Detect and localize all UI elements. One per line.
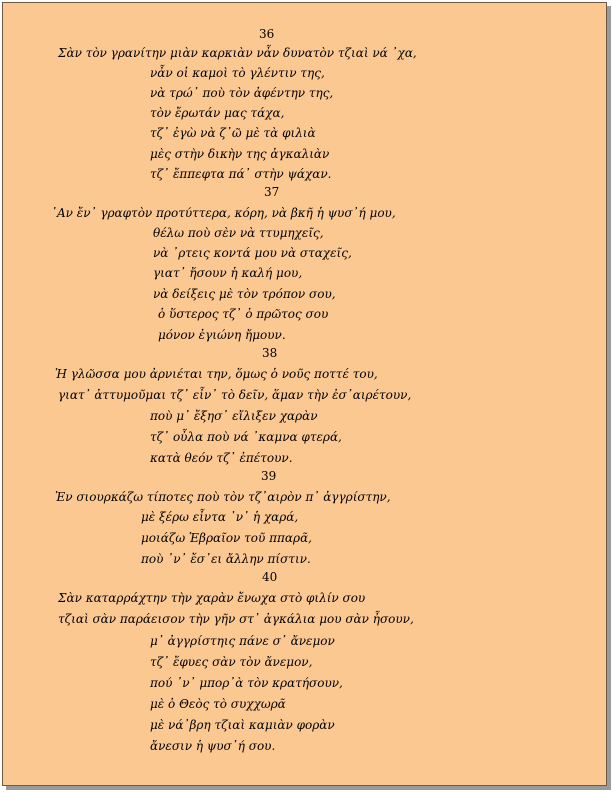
poem-line: μὲ νά᾿βρη τζιαὶ καμιὰν φορὰν (150, 718, 335, 732)
poem-number: 36 (259, 27, 275, 41)
poem-line: γιατ᾿ ἤσουν ἡ καλή μου, (153, 266, 303, 280)
poem-line: ἄνεσιν ἡ ψυσ᾿ή σου. (150, 739, 276, 753)
poem-line: Ἡ γλῶσσα μου ἀρνιέται την, ὅμως ὁ νοῦς ποττέ του, (55, 367, 378, 381)
poem-line: νὰ ᾿ρτεις κοντά μου νὰ σταχεῖς, (153, 246, 352, 260)
poem-line: νὰ τρώ᾿ ποὺ τὸν ἀφέντην της, (150, 86, 334, 100)
poem-line: μὲ ὁ Θεὸς τὸ συχχωρᾶ (150, 697, 286, 711)
poem-line: Σὰν καταρράχτην τὴν χαρὰν ἔνωχα στὸ φιλίν σου (58, 591, 366, 605)
poem-number: 37 (264, 185, 280, 199)
poem-line: ὁ ὕστερος τζ᾿ ὁ πρῶτος σου (158, 307, 329, 321)
poem-line: μόνον ἐγιώνη ἤμουν. (158, 328, 286, 342)
poem-line: τζ᾿ ἔππεφτα πά᾿ στὴν ψάχαν. (150, 167, 332, 181)
poem-line: τζ᾿ ἔφυες σὰν τὸν ἄνεμον, (150, 655, 313, 669)
poem-line: νὰ δείξεις μὲ τὸν τρόπον σου, (153, 287, 336, 301)
poem-line: Σὰν τὸν γρανίτην μιὰν καρκιὰν νἆν δυνατὸν τζιαὶ νά ᾿χα, (58, 46, 417, 60)
poem-line: κατὰ θεόν τζ᾿ ἐπέτουν. (150, 451, 293, 465)
poem-line: τζ᾿ οὖλα ποὺ νά ᾿καμνα φτερά, (150, 430, 342, 444)
poem-line: τὸν ἔρωτάν μας τάχα, (150, 106, 285, 120)
poem-line: πού ᾿ν᾿ μπορ᾿ὰ τὸν κρατήσουν, (150, 676, 343, 690)
poem-number: 39 (261, 469, 277, 483)
poem-line: ᾿Αν ἔν᾿ γραφτὸν προτύττερα, κόρη, νὰ βκῆ ἡ ψυσ᾿ή μου, (51, 206, 396, 220)
poem-number: 40 (262, 570, 278, 584)
poem-line: θέλω ποὺ σὲν νὰ ττυμηχεῖς, (153, 226, 324, 240)
document-page (2, 2, 607, 786)
poem-line: γιατ᾿ ἀττυμοῦμαι τζ᾿ εἶν᾿ τὸ δεῖν, ἅμαν τὴν ἐσ᾿αιρέτουν, (58, 388, 412, 402)
poem-line: ποὺ μ᾿ ἔξησ᾿ εἴλιξεν χαρὰν (150, 409, 318, 423)
poem-line: μὲ ξέρω εἶντα ᾿ν᾿ ἡ χαρά, (141, 510, 299, 524)
poem-line: ποὺ ᾿ν᾿ ἔσ᾿ει ἄλλην πίστιν. (141, 552, 311, 566)
poem-line: μὲς στὴν δικὴν της ἀγκαλιὰν (150, 147, 330, 161)
poem-line: μοιάζω Ἑβραῖον τοῦ ππαρᾶ, (141, 531, 312, 545)
poem-line: μ᾿ ἀγγρίστηις πάνε σ᾿ ἄνεμον (150, 634, 335, 648)
poem-line: Ἐν σιουρκάζω τίποτες ποὺ τὸν τζ᾿αιρὸν π᾿ ἀγγρίστην, (55, 490, 391, 504)
poem-line: τζιαὶ σὰν παράεισον τὴν γῆν στ᾿ ἀγκάλια μου σὰν ἦσουν, (58, 612, 414, 626)
poem-line: νἆν οἱ καμοὶ τὸ γλέντιν της, (150, 66, 325, 80)
poem-number: 38 (262, 346, 278, 360)
poem-line: τζ᾿ ἐγὼ νὰ ζ᾿ῶ μὲ τὰ φιλιὰ (150, 126, 316, 140)
